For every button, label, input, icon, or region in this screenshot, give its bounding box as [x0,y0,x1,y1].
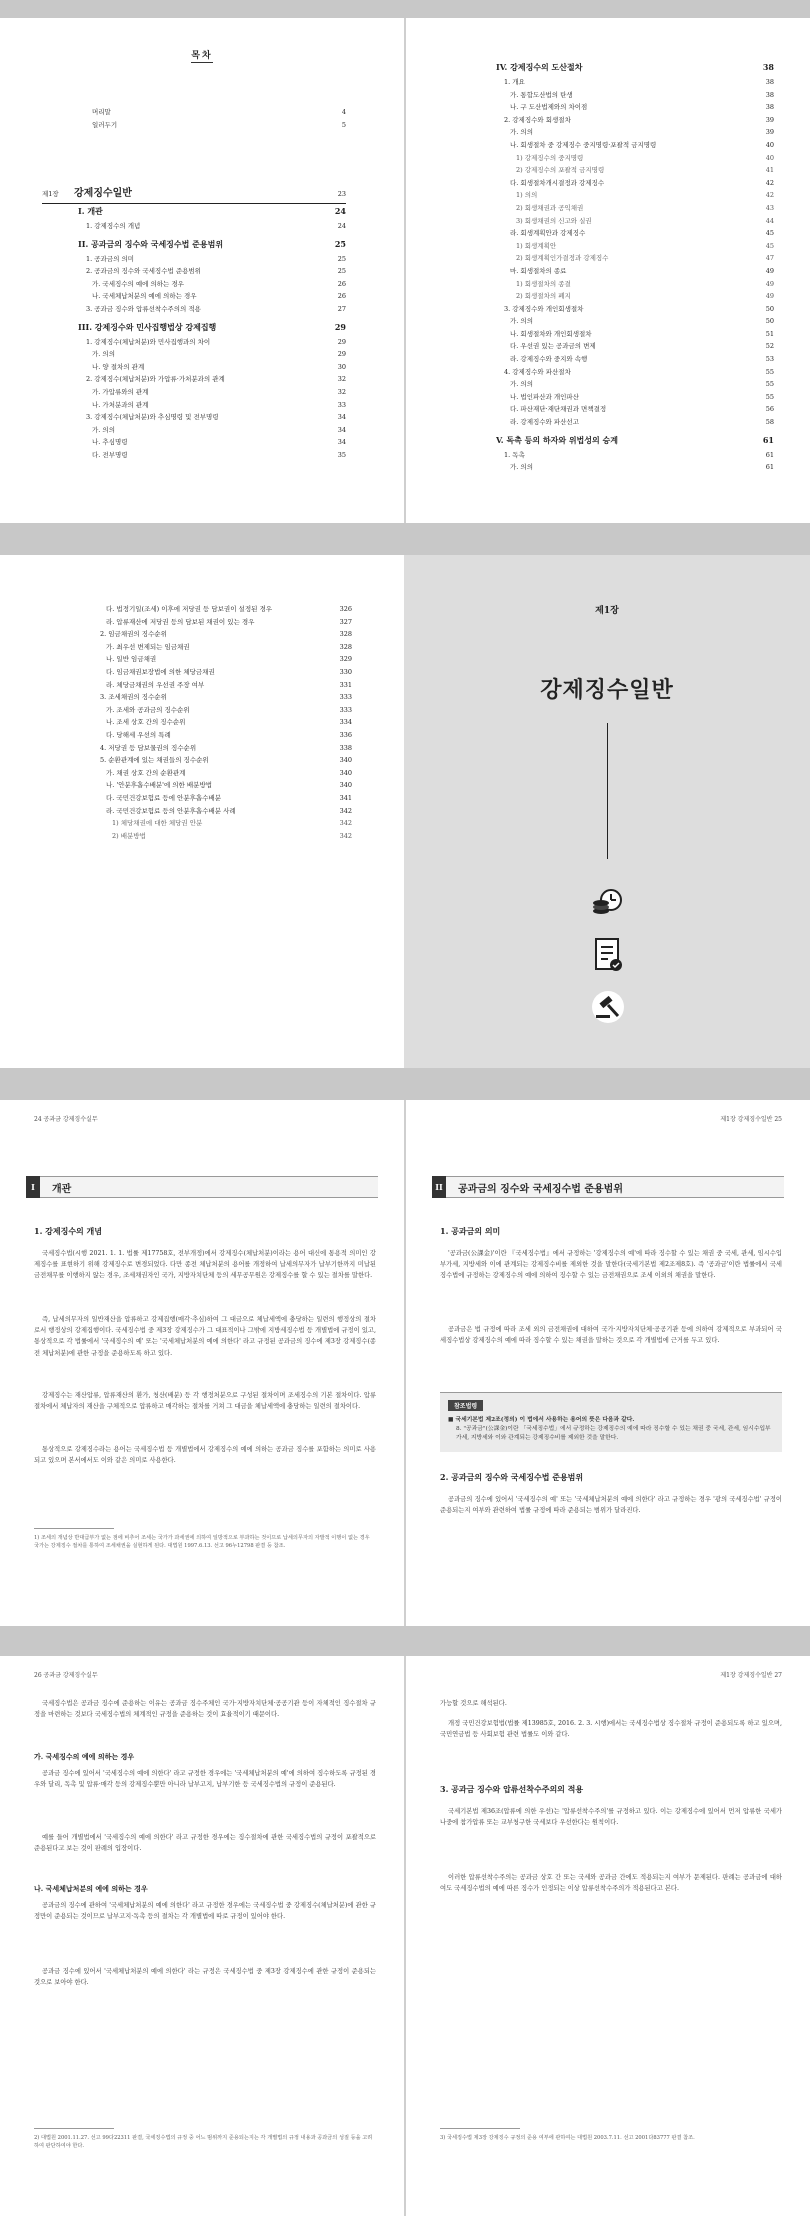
paragraph: 공과금 징수에 있어서 '국세징수의 예에 의한다' 라고 규정한 경우에는 '국세체납처분의 예'에 의하여 징수하도록 규정된 경우와 달리, 독촉 및 압류·매각 등의 강제징수뿐만 아니라 납부고지, 납부기한 등 국세징수법의 규정이 준용된다. [34,1770,376,1789]
toc-entry-title: 1. 공과금의 의미 [86,254,135,263]
toc-entry-title: 3. 공과금 징수와 압류선착수주의의 적용 [86,304,201,313]
subsection-title: 1. 강제징수의 개념 [34,1226,103,1236]
toc-entry-title: 1. 강제징수의 개념 [86,222,141,230]
toc-entry-page: 338 [339,743,352,752]
toc-entry-page: 25 [337,254,346,263]
toc-entry[interactable] [496,177,774,190]
footnote-divider [34,1528,114,1529]
toc-entry-title: 2. 강제징수와 회생절차 [504,115,571,124]
toc-entry[interactable] [78,361,346,374]
section-title: 공과금의 징수와 국세징수법 준용범위 [458,1183,624,1195]
toc-entry-page: 61 [765,463,774,472]
toc-entry-page: 45 [765,241,774,250]
chapter-title: 강제징수일반 [540,677,674,703]
toc-entry-title: 2. 공과금의 징수와 국세징수법 준용범위 [86,267,201,276]
footnote: 3) 국세징수법 제3장 강제징수 규정의 준용 여부에 관하여는 대법원 2003.7.11. 선고 2001다83777 판결 참조. [440,2135,695,2141]
toc-entry[interactable] [496,152,774,165]
paragraph: 국세징수법은 공과금 징수에 준용하는 이유는 공과금 징수주체인 국가·지방자치단체·공공기관 등이 자체적인 징수절차 규정을 마련하는 것보다 국세징수법의 체계적인 규정을 준용하는 것이 효율적이기 때문이다. [34,1700,376,1719]
toc-entry-page: 38 [762,62,774,72]
toc-entry[interactable] [496,202,774,215]
toc-entry-page: 55 [765,380,774,389]
toc-entry-page: 52 [765,342,774,351]
paragraph: '공과금(公課金)'이란 『국세징수법』에서 규정하는 '강제징수의 예'에 따라 징수할 수 있는 채권 중 국세, 관세, 임시수입부가세, 지방세와 이에 관계되는 강제징수비를 제외한 것을 말한다(국세기본법 제2조제8호). 즉 '공과금'이란 법률에서 국세징수법에 규정하는 강제징수의 예에 의하여 징수할 수 있는 금전채권으로 조세 이외의 채권을 말한다. [440,1250,782,1280]
toc-entry[interactable] [92,767,352,780]
toc-entry-title: 라. 체당금채권의 우선권 주장 여부 [106,680,205,689]
paragraph: 공과금의 징수에 있어서 '국세징수의 예' 또는 '국세체납처분의 예에 의한다' 라고 규정하는 경우 '광의 국세징수법' 규정이 준용되는지 여부와 관련하여 법률 규정에 따라 준용되는 범위가 달라진다. [440,1496,782,1515]
toc-entry[interactable] [92,805,352,818]
paragraph: 국세징수법(시행 2021. 1. 1. 법률 제17758호, 전부개정)에서 강제징수(체납처분)이라는 용어 대신에 통용적 의미인 강제징수를 표현하기 위해 강제징수로 변경되었다. 다만 종전 체납처분의 용어를 개정하여 납세의무자가 납부기한까지 미납된 금전채무를 이행하지 않는 경우, 조세채권자인 국가, 지방자치단체 등의 세무공무원은 강제징수를 할 수 있는 절차를 말한다. [34,1250,376,1280]
toc-entry-title: 2) 회생절차의 폐지 [516,292,571,301]
toc-entry[interactable] [92,729,352,742]
toc-entry[interactable] [496,303,774,316]
toc-entry[interactable] [92,779,352,792]
toc-entry-title: 다. 우선권 있는 공과금의 변제 [510,342,596,351]
toc-entry[interactable] [92,641,352,654]
toc-entry-title: 마. 회생절차의 종료 [510,266,567,275]
toc-entry-page: 328 [339,630,352,639]
toc-entry-page: 33 [337,400,346,409]
toc-entry[interactable] [78,303,346,316]
toc-entry-title: 5. 순환관계에 있는 채권들의 징수순위 [100,756,209,765]
section-title: 개관 [52,1183,72,1195]
toc-entry-page: 51 [765,329,774,338]
toc-entry-title: 1) 강제징수의 중지명령 [516,153,584,162]
gavel-icon [590,989,626,1025]
toc-entry[interactable] [78,449,346,462]
toc-entry[interactable] [496,315,774,328]
toc-entry-page: 29 [334,321,346,332]
toc-entry-page: 39 [765,128,774,137]
toc-entry[interactable] [92,817,352,830]
toc-entry-title: 라. 강제징수와 중지와 속행 [510,355,588,364]
toc-entry-page: 41 [765,166,774,175]
toc-entry[interactable] [92,792,352,805]
toc-entry-page: 56 [765,405,774,414]
toc-entry[interactable] [496,353,774,366]
toc-entry[interactable] [496,290,774,303]
toc-entry[interactable] [92,679,352,692]
toc-entry[interactable] [496,449,774,462]
toc-entry[interactable] [92,830,352,843]
toc-entry[interactable] [496,164,774,177]
toc-entry-title: 1. 강제징수(체납처분)와 민사집행과의 차이 [86,337,211,346]
toc-entry-page: 55 [765,367,774,376]
toc-entry-title: 2) 배분방법 [112,831,146,840]
coins-clock-icon [590,885,626,921]
toc-entry-page: 26 [337,292,346,301]
toc-list [92,603,352,842]
toc-entry[interactable] [78,253,346,266]
toc-entry-title: 라. 국민건강보험료 등의 안분후흡수배분 사례 [106,806,236,815]
chapter-row[interactable]: 제1장 강제징수일반 23 [42,166,346,214]
toc-entry-title: 나. 회생절차 중 강제징수 중지명령·포괄적 금지명령 [510,140,657,149]
toc-entry[interactable] [496,189,774,202]
toc-entry-page: 47 [765,254,774,263]
toc-entry[interactable] [496,240,774,253]
toc-entry[interactable] [78,399,346,412]
toc-entry-title: 다. 법정기일(조세) 이후에 저당권 등 담보권이 설정된 경우 [106,605,273,613]
toc-entry-title: 3. 강제징수(체납처분)와 추심명령 및 전부명령 [86,413,219,422]
section-heading [26,1176,378,1198]
toc-entry[interactable] [496,391,774,404]
body-page-left [0,1100,404,1626]
footnote-divider [34,2128,114,2129]
toc-entry-page: 326 [339,605,352,613]
toc-entry-title: 1) 회생절차의 종결 [516,279,571,288]
toc-entry[interactable] [92,704,352,717]
toc-entry-title: 다. 당해세 우선의 특례 [106,730,171,739]
toc-entry[interactable] [496,215,774,228]
toc-entry-title: 3. 강제징수와 개인회생절차 [504,304,584,313]
body-page-left [0,1656,404,2216]
toc-entry-title: 가. 의의 [510,463,533,472]
toc-entry-page: 34 [337,413,346,422]
toc-entry[interactable] [78,411,346,424]
toc-entry-title: 다. 임금채권보장법에 의한 체당금채권 [106,667,215,676]
toc-entry[interactable]: 머리말 4 [92,108,346,116]
toc-entry-title: 나. 양 절차의 관계 [92,362,145,371]
toc-entry-page: 35 [337,450,346,459]
toc-entry[interactable] [496,114,774,127]
toc-entry-title: 3. 조세채권의 징수순위 [100,693,167,702]
toc-entry-title: III. 강제징수와 민사집행법상 강제집행 [78,321,217,332]
running-header: 제1장 강제징수일반 25 [720,1116,782,1123]
page-gap-band [0,523,810,555]
toc-entry-page: 25 [334,238,346,249]
toc-entry-title: 라. 압류재산에 저당권 등의 담보된 채권이 있는 경우 [106,617,255,626]
toc-entry[interactable] [92,742,352,755]
toc-entry[interactable] [92,616,352,629]
toc-entry-title: 나. 일반 임금채권 [106,655,157,664]
toc-entry-title: 3) 회생채권의 신고와 실권 [516,216,592,225]
page-gap-band [0,1626,810,1656]
paragraph: 개정 국민건강보험법(법률 제13985호, 2016. 2. 3. 시행)에서는 국세징수법상 징수절차 규정이 준용되도록 하고 있으며, 국민연금법 등 사회보험 관련 법률도 이와 같다. [440,1720,782,1739]
toc-entry-title: 가. 의의 [510,380,533,389]
toc-entry-title: 가. 통합도산법의 탄생 [510,90,573,99]
toc-entry-title: 가. 의의 [92,425,115,434]
toc-entry-title: 나. 추심명령 [92,438,128,447]
toc-entry[interactable] [92,603,352,616]
toc-entry-page: 49 [765,292,774,301]
toc-entry-title: 다. 전부명령 [92,450,128,459]
toc-entry-page: 40 [765,153,774,162]
toc-entry[interactable] [78,373,346,386]
paragraph: 국세기본법 제36조(압류에 의한 우선)는 '압류선착수주의'를 규정하고 있다. 이는 강제징수에 있어서 먼저 압류한 국세가 나중에 참가압류 또는 교부청구한 국세보다 우선한다는 원칙이다. [440,1808,782,1827]
toc-entry-title: 가. 조세와 공과금의 징수순위 [106,705,190,714]
toc-entry-page: 327 [339,617,352,626]
toc-entry-page: 336 [339,730,352,739]
body-page-right [406,1100,810,1626]
toc-entry-title: 1) 체당채권에 대한 체당권 안분 [112,819,203,828]
paragraph: 가능할 것으로 해석된다. [440,1700,507,1707]
toc-entry[interactable] [78,319,346,336]
toc-entry[interactable] [496,278,774,291]
page-gap-band [0,0,810,18]
toc-page-left [0,18,404,523]
toc-entry-page: 50 [765,304,774,313]
toc-entry-page: 29 [337,337,346,346]
toc-entry[interactable] [496,227,774,240]
toc-entry-page: 61 [762,434,774,445]
page-gap-band [0,1068,810,1100]
toc-entry-title: 1. 개요 [504,78,525,86]
toc-page-left [0,555,404,1068]
toc-entry[interactable] [92,628,352,641]
toc-entry-page: 29 [337,350,346,359]
toc-entry-page: 32 [337,375,346,384]
toc-entry[interactable] [78,236,346,253]
toc-entry-title: 나. 법인파산과 개인파산 [510,392,579,401]
toc-entry-title: 가. 국세징수의 예에 의하는 경우 [92,279,184,288]
toc-entry-page: 32 [337,387,346,396]
chapter-label: 제1장 [595,606,619,616]
toc-entry-page: 42 [765,191,774,200]
section-number: I [26,1176,40,1198]
toc-entry[interactable] [496,416,774,429]
divider-line [607,723,608,859]
subsection-title: 2. 공과금의 징수와 국세징수법 준용범위 [440,1472,584,1482]
toc-entry-page: 44 [765,216,774,225]
toc-entry-page: 42 [765,178,774,187]
toc-entry-page: 27 [337,304,346,313]
toc-entry[interactable] [496,101,774,114]
toc-entry-page: 331 [339,680,352,689]
toc-entry-title: 나. '안분후흡수배분'에 의한 배분방법 [106,781,213,790]
toc-entry[interactable] [78,336,346,349]
toc-entry-title: 나. 국세체납처분의 예에 의하는 경우 [92,292,197,301]
footnote-divider [440,2128,520,2129]
toc-entry-page: 328 [339,642,352,651]
paragraph: 공과금은 법 규정에 따라 조세 외의 금전채권에 대하여 국가·지방자치단체·공공기관 등에 의하여 강제적으로 부과되어 국세징수법상 강제징수의 예에 따라 징수할 수 있는 채권을 말하는 것으로 각 개별법에 근거를 두고 있다. [440,1326,782,1345]
toc-entry[interactable] [78,386,346,399]
toc-entry-page: 38 [765,78,774,86]
toc-page-right [406,18,810,523]
toc-list [496,56,774,474]
toc-entry[interactable] [496,432,774,449]
toc-entry[interactable]: 일러두기 5 [92,120,346,129]
toc-entry-title: 다. 파산재단·재단채권과 면책결정 [510,405,607,414]
toc-entry-title: 1. 독촉 [504,450,525,459]
toc-entry[interactable] [92,691,352,704]
toc-entry-page: 43 [765,203,774,212]
toc-entry-page: 55 [765,392,774,401]
toc-entry-page: 329 [339,655,352,664]
reference-item: 8. "공과금"(公課金)이란 「국세징수법」에서 규정하는 강제징수의 예에 따라 징수할 수 있는 채권 중 국세, 관세, 임시수입부가세, 지방세와 이와 관계되는 강제징수비를 제외한 것을 말한다. [456,1426,771,1441]
toc-entry-page: 340 [339,756,352,765]
toc-entry-page: 342 [339,819,352,828]
toc-entry-page: 340 [339,768,352,777]
toc-entry[interactable] [78,278,346,291]
toc-entry-page: 34 [337,425,346,434]
chapter-cover-page [404,555,810,1068]
subsection-title: 1. 공과금의 의미 [440,1226,501,1236]
running-header: 26 공과금 강제징수실무 [34,1672,98,1679]
toc-entry-title: 2) 회생계획인가결정과 강제징수 [516,254,609,263]
toc-entry-title: II. 공과금의 징수와 국세징수법 준용범위 [78,238,224,249]
toc-entry-page: 24 [334,206,346,216]
footnote: 1) 조세의 개념상 반대급부가 없는 점에 비추어 조세는 국가가 과세권에 의하여 일방적으로 부과하는 것이므로 납세의무자의 자발적 이행이 없는 경우 국가는 강제징수 절차를 통하여 조세채권을 실현하게 된다. 대법원 1997.6.13. 선고 96누12798 판결 등 참조. [34,1535,370,1549]
toc-entry-title: 라. 회생계획안과 강제징수 [510,229,586,238]
toc-entry-title: 1) 의의 [516,191,538,200]
toc-entry[interactable] [92,653,352,666]
toc-entry-page: 49 [765,266,774,275]
toc-entry[interactable] [496,59,774,76]
toc-entry-page: 50 [765,317,774,326]
toc-entry-title: 가. 최우선 변제되는 임금채권 [106,642,190,651]
toc-entry-page: 38 [765,103,774,112]
toc-entry-title: 가. 의의 [510,128,533,137]
section-number: II [432,1176,446,1198]
toc-entry-title: 2) 강제징수의 포괄적 금지명령 [516,166,605,175]
toc-entry-page: 333 [339,705,352,714]
toc-entry-title: 2. 강제징수(체납처분)와 가압류·가처분과의 관계 [86,375,225,384]
paragraph: 이러한 압류선착수주의는 공과금 상호 간 또는 국세와 공과금 간에도 적용되는지 여부가 문제된다. 판례는 공과금에 대하여도 국세징수법의 예에 따른 징수가 인정되는 이상 압류선착수주의가 적용된다고 본다. [440,1874,782,1893]
toc-entry[interactable] [496,328,774,341]
toc-entry-page: 53 [765,355,774,364]
toc-entry[interactable] [496,378,774,391]
toc-entry-title: 2. 임금채권의 징수순위 [100,630,167,639]
subsection-title: 나. 국세체납처분의 예에 의하는 경우 [34,1884,148,1893]
toc-entry-title: 4. 강제징수와 파산절차 [504,367,571,376]
toc-entry-title: 나. 회생절차와 개인회생절차 [510,329,592,338]
footnote: 2) 대법원 2001.11.27. 선고 99다22311 판결, 국세징수법의 규정 중 어느 범위까지 준용되는지는 각 개별법의 규정 내용과 공과금의 성질 등을 고려하여 판단하여야 한다. [34,2135,373,2149]
toc-entry[interactable] [496,340,774,353]
toc-entry[interactable] [78,290,346,303]
toc-entry-title: 다. 회생절차개시결정과 강제징수 [510,178,605,187]
toc-entry-page: 330 [339,667,352,676]
toc-entry[interactable] [78,203,346,220]
toc-entry-page: 40 [765,140,774,149]
toc-entry-page: 45 [765,229,774,238]
toc-entry-page: 333 [339,693,352,702]
toc-entry-title: 다. 국민건강보험료 등에 안분후흡수배분 [106,793,222,802]
toc-entry-title: 나. 조세 상호 간의 징수순위 [106,718,186,727]
toc-entry-title: I. 개관 [78,206,103,216]
toc-entry[interactable] [496,366,774,379]
body-page-right [406,1656,810,2216]
toc-entry-page: 24 [337,222,346,230]
toc-entry-title: 1) 회생계획안 [516,241,557,250]
paragraph: 강제징수는 재산압류, 압류재산의 환가, 청산(배분) 등 각 행정처분으로 구성된 절차이며 조세징수의 기본 절차이다. 압류절차에서 체납자의 재산을 구체적으로 압류하고 매각하는 절차를 거쳐 그 대금을 체납세액에 충당하는 일련의 절차이다. [34,1392,376,1411]
toc-entry-title: 가. 의의 [92,350,115,359]
toc-entry-title: 가. 가압류와의 관계 [92,387,149,396]
toc-entry[interactable] [496,139,774,152]
reference-item: ■ 국세기본법 제2조(정의) 이 법에서 사용하는 용어의 뜻은 다음과 같다. [448,1417,635,1423]
toc-entry-page: 342 [339,806,352,815]
toc-title: 목차 [191,51,213,61]
toc-entry-title: V. 독촉 등의 하자와 위법성의 승계 [496,434,618,445]
toc-entry-page: 334 [339,718,352,727]
toc-entry[interactable] [78,220,346,233]
toc-entry-page: 30 [337,362,346,371]
toc-entry[interactable] [78,436,346,449]
toc-entry[interactable] [496,126,774,139]
toc-entry[interactable] [496,403,774,416]
toc-entry[interactable] [92,754,352,767]
toc-entry-page: 25 [337,267,346,276]
paragraph: 즉, 납세의무자의 일반재산을 압류하고 강제집행(매각·추심)하여 그 대금으로 체납세액에 충당하는 일련의 행정상의 절차로서 행정상의 강제집행이다. 국세징수법 중 제3장 강제징수가 그 대표적이나 그밖에 지방세징수법 등 개별법에 규정이 있고, 통상적으로 각 법률에서 '국세징수의 예' 또는 '국세체납처분의 예에 의한다' 라고 규정된 공과금의 징수에 제3장 강제징수(종전 체납처분)에 관한 규정을 준용하도록 하고 있다. [34,1316,376,1357]
toc-entry[interactable] [92,666,352,679]
toc-entry[interactable] [78,424,346,437]
toc-entry-page: 58 [765,418,774,427]
toc-entry[interactable] [78,265,346,278]
toc-entry-title: 나. 구 도산법제와의 차이점 [510,103,588,112]
running-header: 24 공과금 강제징수실무 [34,1116,98,1123]
toc-entry-page: 49 [765,279,774,288]
paragraph: 예를 들어 개별법에서 '국세징수의 예에 의한다' 라고 규정한 경우에는 징수절차에 관한 국세징수법의 규정이 포괄적으로 준용된다고 보는 것이 판례의 입장이다. [34,1834,376,1853]
toc-list [78,200,346,462]
document-checklist-icon [592,937,624,973]
toc-entry-page: 340 [339,781,352,790]
paragraph: 통상적으로 강제징수라는 용어는 국세징수법 등 개별법에서 강제징수의 예에 의하는 공과금 징수를 포함하는 의미로 사용되고 있으며 본서에서도 이와 같은 의미로 사용한다. [34,1446,376,1465]
toc-entry-title: 가. 채권 상호 간의 순환관계 [106,768,186,777]
toc-entry-title: 라. 강제징수와 파산선고 [510,418,579,427]
toc-entry[interactable] [496,461,774,474]
toc-entry-title: 가. 의의 [510,317,533,326]
reference-box [440,1392,782,1452]
toc-entry[interactable] [496,252,774,265]
subsection-title: 3. 공과금 징수와 압류선착수주의의 적용 [440,1784,584,1794]
reference-label: 참조법령 [448,1400,483,1411]
section-heading [432,1176,784,1198]
toc-entry[interactable] [496,76,774,89]
toc-entry-page: 61 [765,450,774,459]
toc-pre-list [92,106,346,131]
toc-entry-title: IV. 강제징수의 도산절차 [496,62,583,72]
toc-entry[interactable] [496,265,774,278]
toc-entry[interactable] [496,89,774,102]
paragraph: 공과금 징수에 있어서 '국세체납처분의 예에 의한다' 라는 규정은 국세징수법 중 제3장 강제징수에 관한 규정이 준용되는 것으로 보아야 한다. [34,1968,376,1987]
toc-entry-title: 2) 회생채권과 공익채권 [516,203,584,212]
toc-entry-title: 4. 저당권 등 담보물권의 징수순위 [100,743,197,752]
toc-entry-page: 341 [339,793,352,802]
running-header: 제1장 강제징수일반 27 [720,1672,782,1679]
toc-entry-title: 나. 가처분과의 관계 [92,400,149,409]
subsection-title: 가. 국세징수의 예에 의하는 경우 [34,1752,135,1761]
toc-entry[interactable] [78,348,346,361]
toc-entry-page: 39 [765,115,774,124]
toc-entry-page: 26 [337,279,346,288]
paragraph: 공과금의 징수에 관하여 '국세체납처분의 예에 의한다' 라고 규정한 경우에는 국세징수법 중 강제징수(체납처분)에 관한 규정만이 준용되는 것이므로 납부고지·독촉 등의 절차는 각 개별법에 따로 규정이 있어야 한다. [34,1902,376,1921]
toc-entry-page: 38 [765,90,774,99]
toc-entry[interactable] [92,716,352,729]
toc-entry-page: 342 [339,831,352,840]
toc-entry-page: 34 [337,438,346,447]
